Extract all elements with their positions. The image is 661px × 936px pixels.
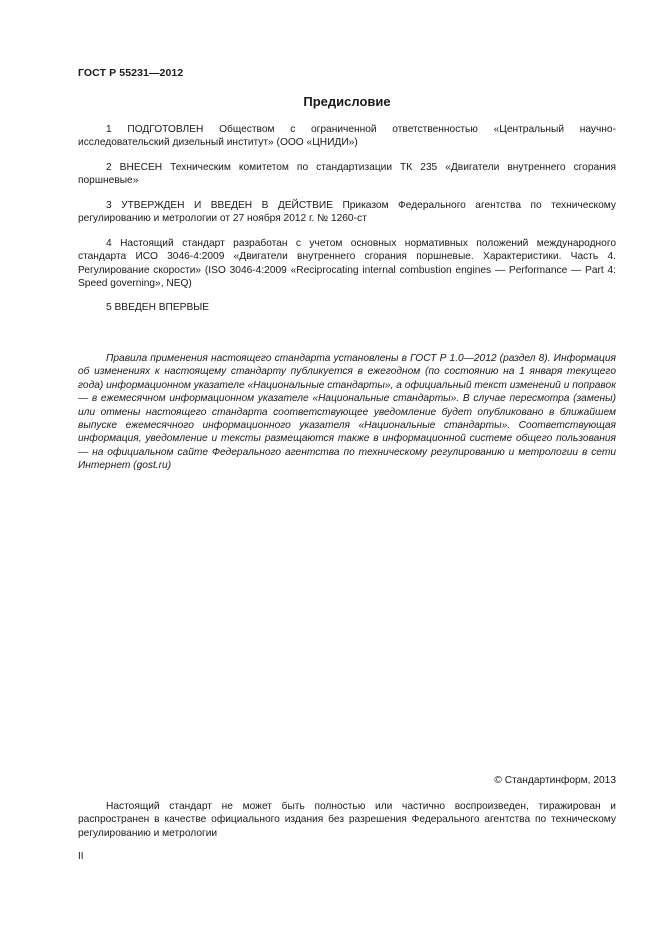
preface-item-4: 4 Настоящий стандарт разработан с учетом основных нормативных положений международного стандарта ИСО 3046-4:2009 «Двигатели внутреннего сгорания поршневые. Характеристики. Часть 4. Регулирование скорости» (ISO 3046-4:2009 «Reciprocating internal combustion engines — Performance — Part 4: Speed governing», NEQ) <box>78 238 616 290</box>
preface-item-1: 1 ПОДГОТОВЛЕН Обществом с ограниченной ответственностью «Центральный научно-исследовательский дизельный институт» (ООО «ЦНИДИ») <box>78 124 616 149</box>
page-number: II <box>78 851 84 862</box>
reproduction-notice: Настоящий стандарт не может быть полностью или частично воспроизведен, тиражирован и распространен в качестве официального издания без разрешения Федерального агентства по техническому регулированию и метрологии <box>78 801 616 839</box>
application-rules-note: Правила применения настоящего стандарта установлены в ГОСТ Р 1.0—2012 (раздел 8). Информация об изменениях к настоящему стандарту публикуется в ежегодном (по состоянию на 1 января текущего года) информационном указателе «Национальные стандарты», а официальный текст изменений и поправок — в ежемесячном информационном указателе «Национальные стандарты». В случае пересмотра (замены) или отмены настоящего стандарта соответствующее уведомление будет опубликовано в ближайшем выпуске ежемесячного информационного указателя «Национальные стандарты». Соответствующая информация, уведомление и тексты размещаются также в информационной системе общего пользования — на официальном сайте Федерального агентства по техническому регулированию и метрологии в сети Интернет (gost.ru) <box>78 353 616 472</box>
standard-code: ГОСТ Р 55231—2012 <box>78 67 184 79</box>
preface-item-3: 3 УТВЕРЖДЕН И ВВЕДЕН В ДЕЙСТВИЕ Приказом Федерального агентства по техническому регулированию и метрологии от 27 ноября 2012 г. № 1260-ст <box>78 200 616 225</box>
copyright-line: © Стандартинформ, 2013 <box>494 775 616 786</box>
page-title: Предисловие <box>303 94 391 109</box>
preface-item-5: 5 ВВЕДЕН ВПЕРВЫЕ <box>106 302 210 313</box>
preface-item-2: 2 ВНЕСЕН Техническим комитетом по стандартизации ТК 235 «Двигатели внутреннего сгорания поршневые» <box>78 162 616 187</box>
